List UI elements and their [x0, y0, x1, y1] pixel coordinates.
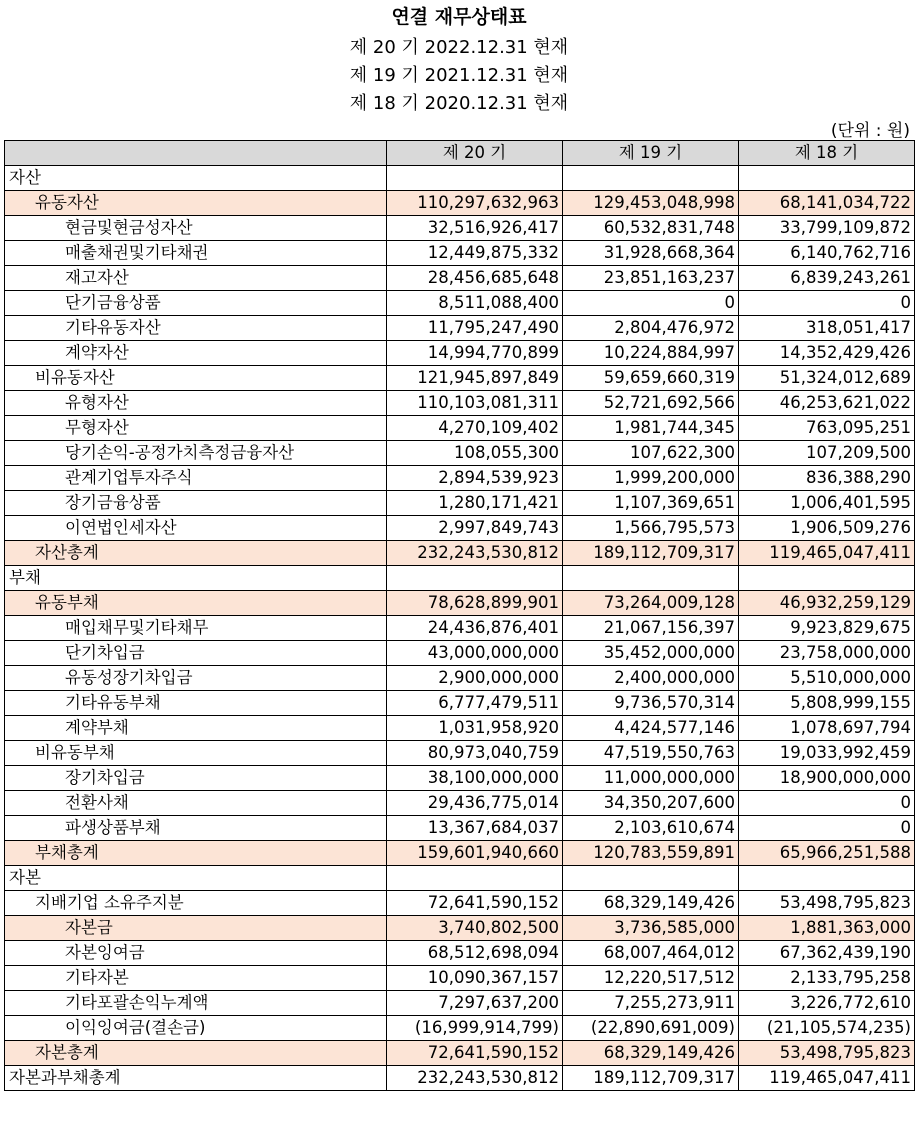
- table-row: [5, 591, 915, 616]
- value-period-20: 78,628,899,901: [387, 591, 563, 616]
- account-label: 계약부채: [5, 716, 387, 741]
- account-label: 이익잉여금(결손금): [5, 1016, 387, 1041]
- value-period-19: [563, 166, 739, 191]
- table-row: [5, 341, 915, 366]
- value-period-19: 10,224,884,997: [563, 341, 739, 366]
- account-label: 이연법인세자산: [5, 516, 387, 541]
- value-period-20: 2,894,539,923: [387, 466, 563, 491]
- account-label: 파생상품부채: [5, 816, 387, 841]
- value-period-20: 1,280,171,421: [387, 491, 563, 516]
- value-period-18: 53,498,795,823: [739, 891, 915, 916]
- account-label: 단기금융상품: [5, 291, 387, 316]
- value-period-18: 3,226,772,610: [739, 991, 915, 1016]
- value-period-20: [387, 866, 563, 891]
- value-period-18: 9,923,829,675: [739, 616, 915, 641]
- value-period-20: 232,243,530,812: [387, 1066, 563, 1091]
- value-period-18: 0: [739, 291, 915, 316]
- value-period-20: 10,090,367,157: [387, 966, 563, 991]
- table-row: [5, 166, 915, 191]
- column-header-account: [5, 141, 387, 166]
- value-period-20: 11,795,247,490: [387, 316, 563, 341]
- account-label: 장기금융상품: [5, 491, 387, 516]
- value-period-18: 53,498,795,823: [739, 1041, 915, 1066]
- value-period-18: 46,932,259,129: [739, 591, 915, 616]
- value-period-19: 68,007,464,012: [563, 941, 739, 966]
- value-period-18: [739, 566, 915, 591]
- table-row: [5, 991, 915, 1016]
- value-period-18: 68,141,034,722: [739, 191, 915, 216]
- value-period-19: 9,736,570,314: [563, 691, 739, 716]
- table-row: [5, 541, 915, 566]
- table-row: [5, 266, 915, 291]
- value-period-19: 3,736,585,000: [563, 916, 739, 941]
- value-period-19: 0: [563, 291, 739, 316]
- account-label: 관계기업투자주식: [5, 466, 387, 491]
- table-row: [5, 816, 915, 841]
- table-row: [5, 966, 915, 991]
- value-period-20: 110,297,632,963: [387, 191, 563, 216]
- account-label: 현금및현금성자산: [5, 216, 387, 241]
- value-period-20: 232,243,530,812: [387, 541, 563, 566]
- unit-label: (단위 : 원): [830, 121, 910, 141]
- account-label: 자본잉여금: [5, 941, 387, 966]
- value-period-19: 35,452,000,000: [563, 641, 739, 666]
- value-period-19: 47,519,550,763: [563, 741, 739, 766]
- value-period-19: 23,851,163,237: [563, 266, 739, 291]
- value-period-20: 3,740,802,500: [387, 916, 563, 941]
- period-line-18: 제 18 기 2020.12.31 현재: [349, 93, 569, 114]
- value-period-20: 14,994,770,899: [387, 341, 563, 366]
- value-period-20: 80,973,040,759: [387, 741, 563, 766]
- value-period-18: 1,881,363,000: [739, 916, 915, 941]
- value-period-18: 836,388,290: [739, 466, 915, 491]
- table-row: [5, 716, 915, 741]
- value-period-18: 33,799,109,872: [739, 216, 915, 241]
- value-period-18: 14,352,429,426: [739, 341, 915, 366]
- value-period-18: 65,966,251,588: [739, 841, 915, 866]
- value-period-20: 29,436,775,014: [387, 791, 563, 816]
- value-period-20: 38,100,000,000: [387, 766, 563, 791]
- value-period-20: 6,777,479,511: [387, 691, 563, 716]
- value-period-19: 7,255,273,911: [563, 991, 739, 1016]
- value-period-20: 13,367,684,037: [387, 816, 563, 841]
- value-period-19: 59,659,660,319: [563, 366, 739, 391]
- table-row: [5, 241, 915, 266]
- value-period-20: [387, 566, 563, 591]
- value-period-20: 121,945,897,849: [387, 366, 563, 391]
- value-period-18: 1,906,509,276: [739, 516, 915, 541]
- value-period-18: 67,362,439,190: [739, 941, 915, 966]
- value-period-19: 31,928,668,364: [563, 241, 739, 266]
- table-row: [5, 1066, 915, 1091]
- column-header-period-20: 제 20 기: [387, 141, 563, 166]
- value-period-19: 1,566,795,573: [563, 516, 739, 541]
- value-period-19: 60,532,831,748: [563, 216, 739, 241]
- value-period-20: 2,997,849,743: [387, 516, 563, 541]
- value-period-18: 51,324,012,689: [739, 366, 915, 391]
- table-row: [5, 491, 915, 516]
- account-label: 자본총계: [5, 1041, 387, 1066]
- account-label: 기타유동부채: [5, 691, 387, 716]
- column-header-period-18: 제 18 기: [739, 141, 915, 166]
- table-row: [5, 916, 915, 941]
- value-period-18: 1,078,697,794: [739, 716, 915, 741]
- account-label: 단기차입금: [5, 641, 387, 666]
- table-row: [5, 1016, 915, 1041]
- account-label: 계약자산: [5, 341, 387, 366]
- table-row: [5, 891, 915, 916]
- value-period-19: 1,999,200,000: [563, 466, 739, 491]
- value-period-19: [563, 566, 739, 591]
- account-label: 자산: [5, 166, 387, 191]
- value-period-20: 7,297,637,200: [387, 991, 563, 1016]
- account-label: 유동성장기차입금: [5, 666, 387, 691]
- table-row: [5, 366, 915, 391]
- value-period-18: 5,808,999,155: [739, 691, 915, 716]
- value-period-19: 11,000,000,000: [563, 766, 739, 791]
- value-period-20: 72,641,590,152: [387, 1041, 563, 1066]
- account-label: 부채총계: [5, 841, 387, 866]
- table-row: [5, 941, 915, 966]
- value-period-19: 189,112,709,317: [563, 541, 739, 566]
- table-row: [5, 866, 915, 891]
- table-row: [5, 416, 915, 441]
- table-row: [5, 791, 915, 816]
- table-row: [5, 741, 915, 766]
- value-period-19: 2,400,000,000: [563, 666, 739, 691]
- account-label: 전환사채: [5, 791, 387, 816]
- table-row: [5, 641, 915, 666]
- value-period-20: (16,999,914,799): [387, 1016, 563, 1041]
- table-row: [5, 766, 915, 791]
- value-period-20: 2,900,000,000: [387, 666, 563, 691]
- value-period-19: 1,981,744,345: [563, 416, 739, 441]
- value-period-18: 46,253,621,022: [739, 391, 915, 416]
- value-period-20: 1,031,958,920: [387, 716, 563, 741]
- value-period-20: 28,456,685,648: [387, 266, 563, 291]
- account-label: 지배기업 소유주지분: [5, 891, 387, 916]
- value-period-18: 6,140,762,716: [739, 241, 915, 266]
- account-label: 매출채권및기타채권: [5, 241, 387, 266]
- period-line-19: 제 19 기 2021.12.31 현재: [349, 65, 569, 86]
- value-period-20: 8,511,088,400: [387, 291, 563, 316]
- value-period-18: 1,006,401,595: [739, 491, 915, 516]
- account-label: 유동부채: [5, 591, 387, 616]
- account-label: 부채: [5, 566, 387, 591]
- value-period-19: 129,453,048,998: [563, 191, 739, 216]
- account-label: 재고자산: [5, 266, 387, 291]
- value-period-20: 108,055,300: [387, 441, 563, 466]
- value-period-20: 12,449,875,332: [387, 241, 563, 266]
- account-label: 비유동자산: [5, 366, 387, 391]
- value-period-19: 34,350,207,600: [563, 791, 739, 816]
- table-body: [5, 166, 915, 1091]
- value-period-19: 4,424,577,146: [563, 716, 739, 741]
- value-period-19: 2,103,610,674: [563, 816, 739, 841]
- value-period-18: 0: [739, 791, 915, 816]
- table-row: [5, 191, 915, 216]
- period-line-20: 제 20 기 2022.12.31 현재: [349, 37, 569, 58]
- account-label: 자본: [5, 866, 387, 891]
- value-period-19: 107,622,300: [563, 441, 739, 466]
- value-period-18: 318,051,417: [739, 316, 915, 341]
- value-period-18: 23,758,000,000: [739, 641, 915, 666]
- value-period-18: 119,465,047,411: [739, 1066, 915, 1091]
- value-period-18: 5,510,000,000: [739, 666, 915, 691]
- account-label: 무형자산: [5, 416, 387, 441]
- account-label: 자본과부채총계: [5, 1066, 387, 1091]
- account-label: 비유동부채: [5, 741, 387, 766]
- account-label: 기타유동자산: [5, 316, 387, 341]
- value-period-18: 0: [739, 816, 915, 841]
- value-period-19: 73,264,009,128: [563, 591, 739, 616]
- table-row: [5, 566, 915, 591]
- value-period-18: [739, 866, 915, 891]
- account-label: 자본금: [5, 916, 387, 941]
- table-row: [5, 316, 915, 341]
- account-label: 자산총계: [5, 541, 387, 566]
- table-row: [5, 441, 915, 466]
- value-period-20: 159,601,940,660: [387, 841, 563, 866]
- value-period-19: 120,783,559,891: [563, 841, 739, 866]
- table-row: [5, 691, 915, 716]
- table-row: [5, 216, 915, 241]
- value-period-20: 4,270,109,402: [387, 416, 563, 441]
- value-period-18: 18,900,000,000: [739, 766, 915, 791]
- value-period-19: 12,220,517,512: [563, 966, 739, 991]
- value-period-19: 68,329,149,426: [563, 1041, 739, 1066]
- account-label: 매입채무및기타채무: [5, 616, 387, 641]
- value-period-19: (22,890,691,009): [563, 1016, 739, 1041]
- value-period-18: 763,095,251: [739, 416, 915, 441]
- value-period-19: [563, 866, 739, 891]
- value-period-20: 32,516,926,417: [387, 216, 563, 241]
- table-row: [5, 466, 915, 491]
- account-label: 당기손익-공정가치측정금융자산: [5, 441, 387, 466]
- value-period-19: 1,107,369,651: [563, 491, 739, 516]
- table-row: [5, 391, 915, 416]
- value-period-20: 43,000,000,000: [387, 641, 563, 666]
- value-period-19: 52,721,692,566: [563, 391, 739, 416]
- value-period-18: (21,105,574,235): [739, 1016, 915, 1041]
- value-period-20: 24,436,876,401: [387, 616, 563, 641]
- account-label: 기타자본: [5, 966, 387, 991]
- page-title: 연결 재무상태표: [391, 6, 527, 28]
- table-row: [5, 516, 915, 541]
- table-header-row: [5, 141, 915, 166]
- value-period-18: 6,839,243,261: [739, 266, 915, 291]
- value-period-20: [387, 166, 563, 191]
- account-label: 유동자산: [5, 191, 387, 216]
- table-row: [5, 1041, 915, 1066]
- value-period-18: 107,209,500: [739, 441, 915, 466]
- value-period-18: 119,465,047,411: [739, 541, 915, 566]
- value-period-18: [739, 166, 915, 191]
- value-period-20: 68,512,698,094: [387, 941, 563, 966]
- value-period-19: 21,067,156,397: [563, 616, 739, 641]
- column-header-period-19: 제 19 기: [563, 141, 739, 166]
- account-label: 기타포괄손익누계액: [5, 991, 387, 1016]
- table-row: [5, 616, 915, 641]
- table-row: [5, 291, 915, 316]
- value-period-20: 110,103,081,311: [387, 391, 563, 416]
- balance-sheet-table: [4, 140, 915, 1091]
- value-period-18: 2,133,795,258: [739, 966, 915, 991]
- table-row: [5, 666, 915, 691]
- value-period-19: 2,804,476,972: [563, 316, 739, 341]
- table-row: [5, 841, 915, 866]
- value-period-19: 68,329,149,426: [563, 891, 739, 916]
- value-period-19: 189,112,709,317: [563, 1066, 739, 1091]
- account-label: 유형자산: [5, 391, 387, 416]
- value-period-18: 19,033,992,459: [739, 741, 915, 766]
- account-label: 장기차입금: [5, 766, 387, 791]
- value-period-20: 72,641,590,152: [387, 891, 563, 916]
